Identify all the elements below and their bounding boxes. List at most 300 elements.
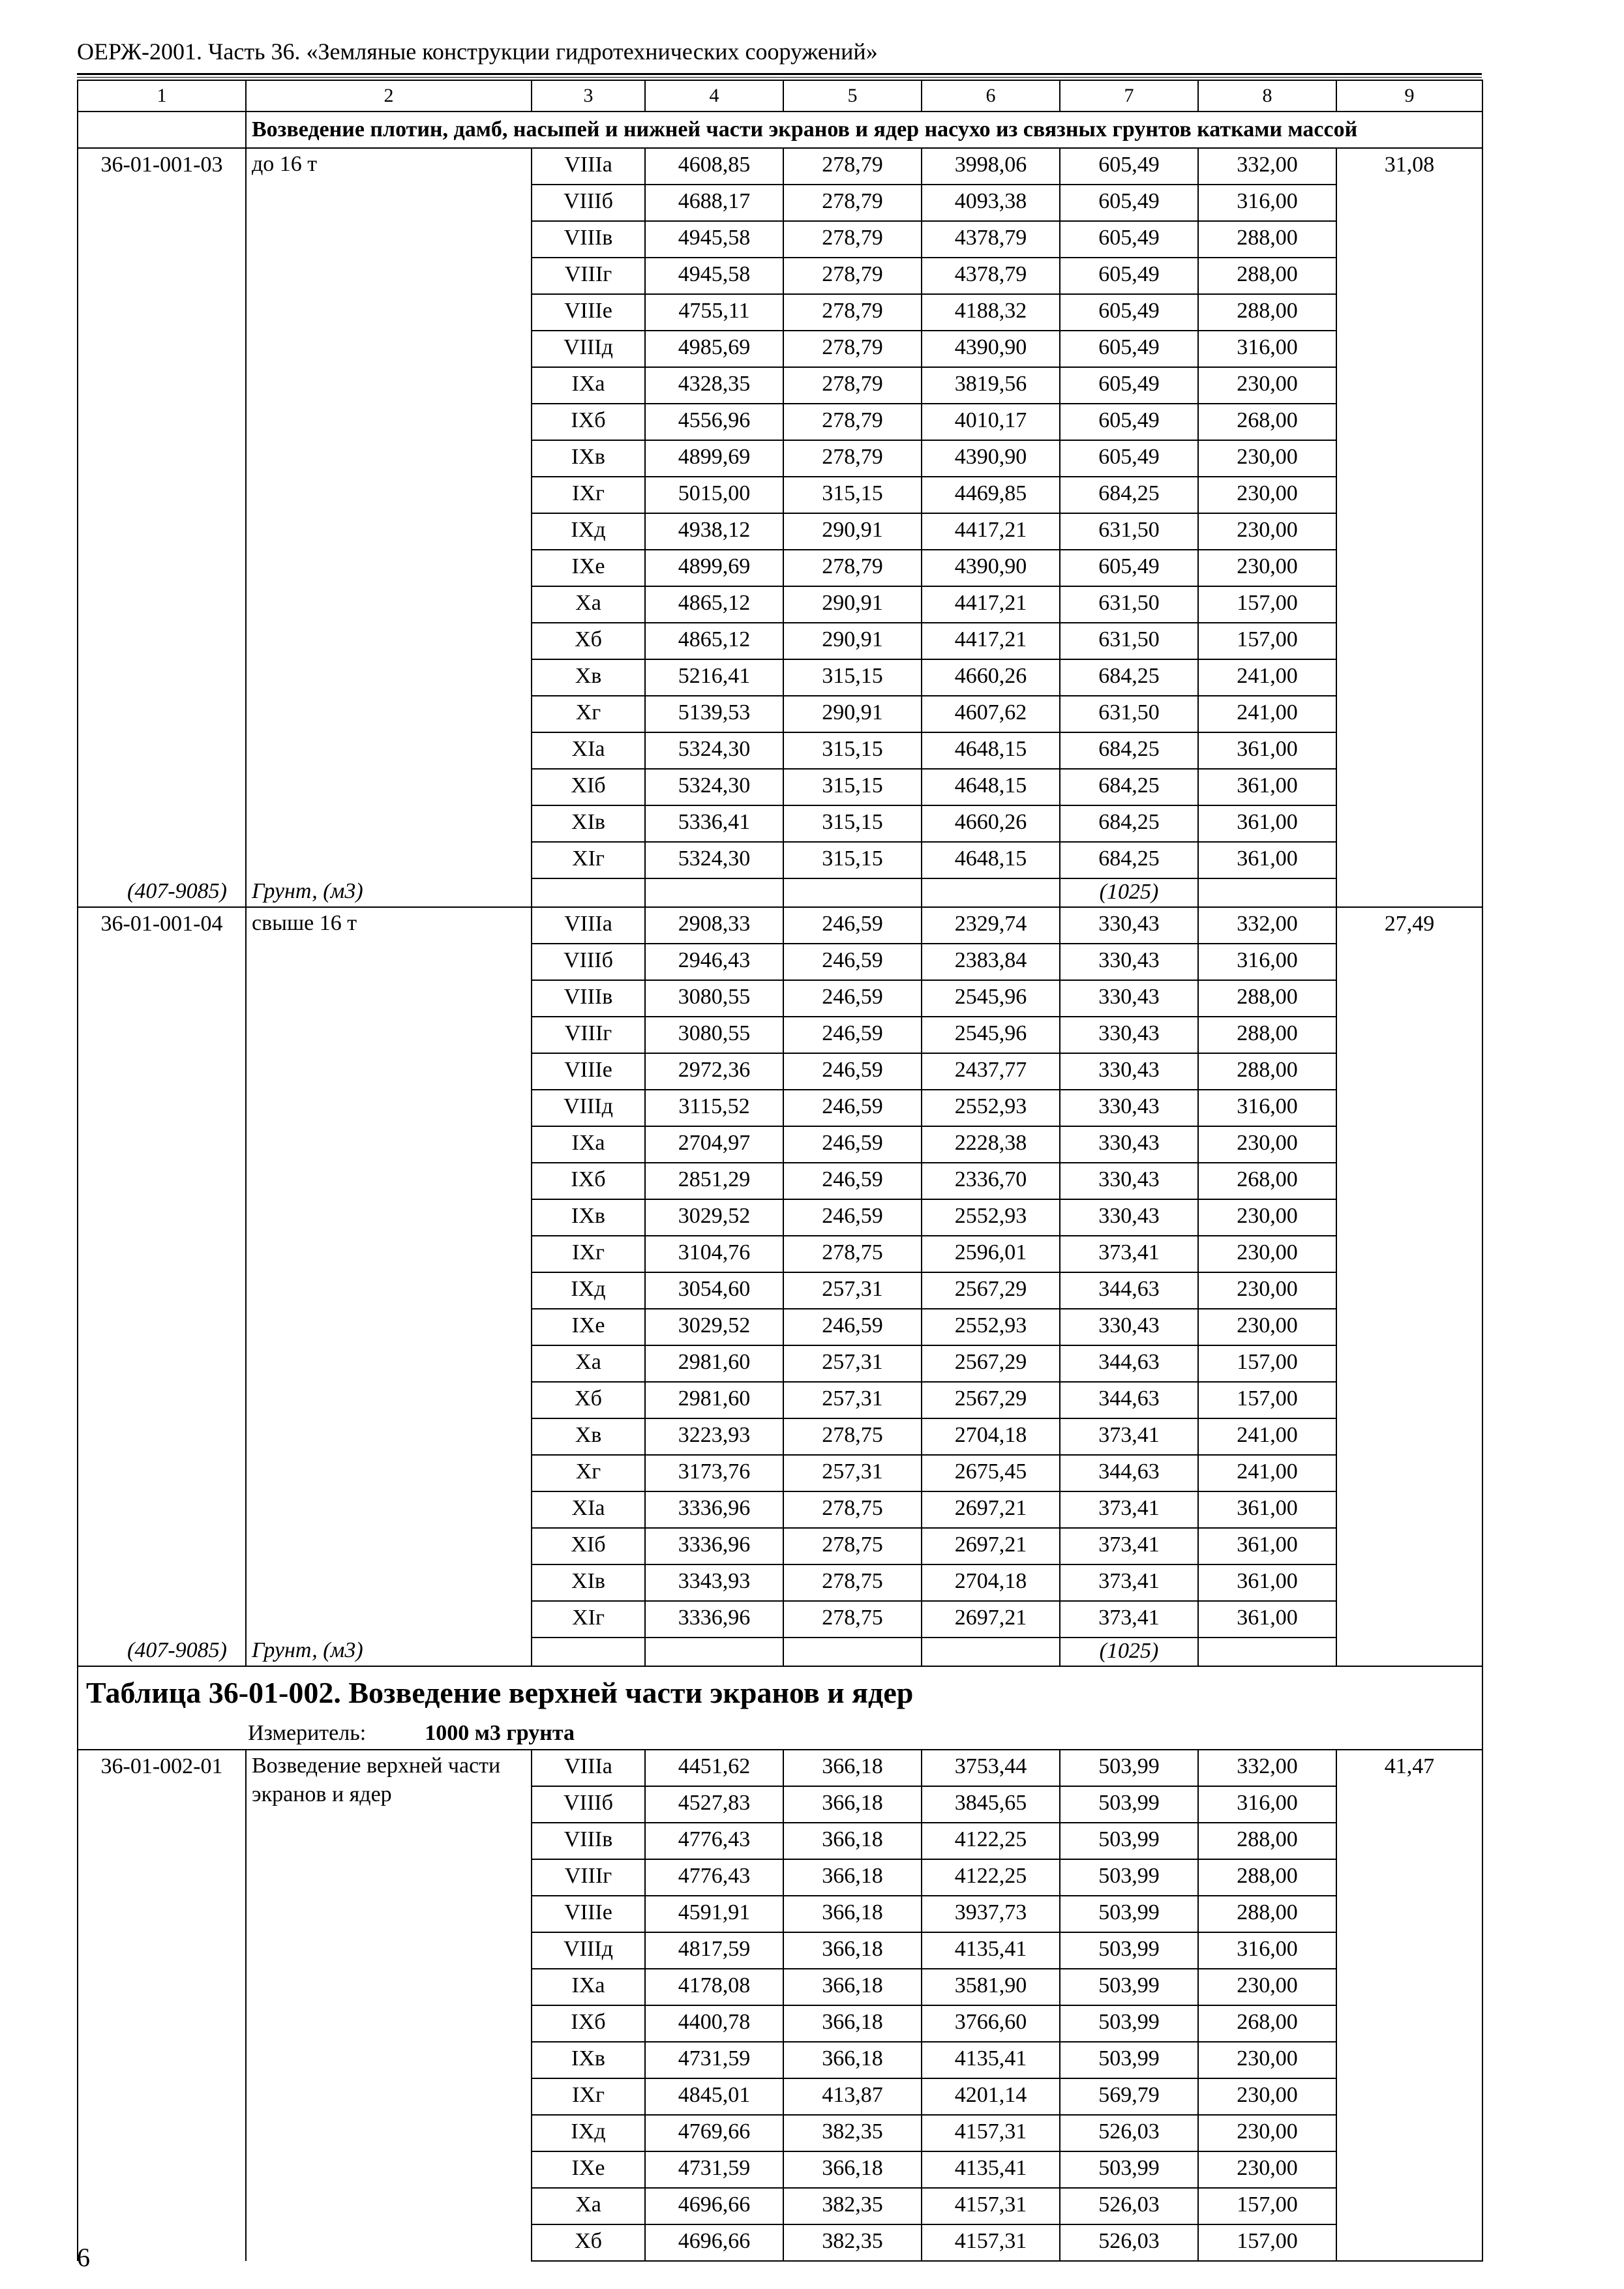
soil-group-cell: IXг [532, 2078, 645, 2115]
value-cell: 366,18 [783, 1786, 922, 1823]
value-cell: 631,50 [1060, 623, 1198, 659]
soil-group-cell: IXв [532, 2042, 645, 2078]
value-cell: 503,99 [1060, 2042, 1198, 2078]
value-cell: 316,00 [1198, 1932, 1336, 1969]
value-cell: 4865,12 [645, 623, 783, 659]
soil-group-cell: IXа [532, 367, 645, 404]
soil-group-cell: VIIIе [532, 294, 645, 331]
soil-group-cell: IXа [532, 1969, 645, 2005]
empty-cell [922, 878, 1060, 907]
rate-name: свыше 16 т [246, 907, 532, 1638]
value-cell: 4135,41 [922, 2042, 1060, 2078]
soil-group-cell: VIIIе [532, 1053, 645, 1090]
soil-group-cell: Xв [532, 1418, 645, 1455]
value-cell: 2437,77 [922, 1053, 1060, 1090]
value-cell: 230,00 [1198, 2115, 1336, 2151]
value-cell: 230,00 [1198, 440, 1336, 477]
section-title-row [78, 112, 1482, 148]
value-cell: 330,43 [1060, 1309, 1198, 1345]
ingredient-code: (407-9085) [78, 878, 246, 907]
value-cell: 503,99 [1060, 1859, 1198, 1896]
value-cell: 361,00 [1198, 842, 1336, 878]
value-cell: 373,41 [1060, 1418, 1198, 1455]
value-cell: 241,00 [1198, 696, 1336, 732]
soil-group-cell: VIIIг [532, 1859, 645, 1896]
value-cell: 5139,53 [645, 696, 783, 732]
value-cell: 230,00 [1198, 1309, 1336, 1345]
soil-group-cell: XIа [532, 732, 645, 769]
value-cell: 684,25 [1060, 805, 1198, 842]
column-number: 9 [1336, 80, 1482, 112]
value-cell: 4135,41 [922, 2151, 1060, 2188]
value-cell: 3173,76 [645, 1455, 783, 1491]
value-cell: 366,18 [783, 1823, 922, 1859]
value-cell: 4865,12 [645, 586, 783, 623]
value-cell: 4660,26 [922, 805, 1060, 842]
soil-group-cell: Xг [532, 1455, 645, 1491]
value-cell: 4188,32 [922, 294, 1060, 331]
soil-group-cell: VIIIа [532, 1750, 645, 1786]
empty-cell [783, 1638, 922, 1666]
rates-table [77, 80, 1483, 2262]
value-cell: 290,91 [783, 696, 922, 732]
value-cell: 2972,36 [645, 1053, 783, 1090]
soil-group-cell: IXд [532, 1272, 645, 1309]
ingredient-code: (407-9085) [78, 1638, 246, 1666]
measure-row [78, 1718, 1482, 1750]
value-cell: 503,99 [1060, 2151, 1198, 2188]
column-number: 5 [783, 80, 922, 112]
value-cell: 330,43 [1060, 1053, 1198, 1090]
value-cell: 4122,25 [922, 1823, 1060, 1859]
value-cell: 2329,74 [922, 907, 1060, 944]
table-title: Таблица 36-01-002. Возведение верхней части экранов и ядер [78, 1666, 1482, 1718]
value-cell: 2675,45 [922, 1455, 1060, 1491]
value-cell: 361,00 [1198, 805, 1336, 842]
value-cell: 4417,21 [922, 586, 1060, 623]
column-number: 4 [645, 80, 783, 112]
value-cell: 230,00 [1198, 2151, 1336, 2188]
soil-group-cell: IXг [532, 1236, 645, 1272]
value-cell: 4178,08 [645, 1969, 783, 2005]
value-cell: 382,35 [783, 2224, 922, 2261]
value-cell: 4201,14 [922, 2078, 1060, 2115]
value-cell: 278,79 [783, 258, 922, 294]
value-cell: 278,75 [783, 1491, 922, 1528]
value-cell: 2567,29 [922, 1272, 1060, 1309]
value-cell: 4417,21 [922, 513, 1060, 550]
soil-group-cell: IXг [532, 477, 645, 513]
value-cell: 316,00 [1198, 331, 1336, 367]
value-cell: 4390,90 [922, 440, 1060, 477]
value-cell: 3223,93 [645, 1418, 783, 1455]
value-cell: 4451,62 [645, 1750, 783, 1786]
value-cell: 684,25 [1060, 659, 1198, 696]
value-cell: 2697,21 [922, 1491, 1060, 1528]
soil-group-cell: IXд [532, 513, 645, 550]
measure-label: Измеритель: [248, 1721, 367, 1745]
value-cell: 526,03 [1060, 2188, 1198, 2224]
value-cell: 288,00 [1198, 258, 1336, 294]
value-cell: 315,15 [783, 842, 922, 878]
value-cell: 288,00 [1198, 1053, 1336, 1090]
value-cell: 3581,90 [922, 1969, 1060, 2005]
value-cell: 605,49 [1060, 185, 1198, 221]
value-cell: 605,49 [1060, 221, 1198, 258]
value-cell: 373,41 [1060, 1491, 1198, 1528]
value-cell: 330,43 [1060, 1126, 1198, 1163]
value-cell: 278,79 [783, 148, 922, 185]
value-cell: 290,91 [783, 513, 922, 550]
value-cell: 230,00 [1198, 550, 1336, 586]
value-cell: 330,43 [1060, 1199, 1198, 1236]
column-number: 6 [922, 80, 1060, 112]
rate-code: 36-01-001-03 [78, 148, 246, 878]
soil-group-cell: XIг [532, 1601, 645, 1638]
table-title-row [78, 1666, 1482, 1718]
value-cell: 605,49 [1060, 440, 1198, 477]
ingredient-row [78, 1638, 1482, 1666]
value-cell: 230,00 [1198, 1272, 1336, 1309]
soil-group-cell: VIIIг [532, 258, 645, 294]
soil-group-cell: Xа [532, 2188, 645, 2224]
value-cell: 4776,43 [645, 1859, 783, 1896]
value-cell: 332,00 [1198, 1750, 1336, 1786]
value-cell: 2383,84 [922, 944, 1060, 980]
value-cell: 288,00 [1198, 980, 1336, 1017]
value-cell: 2336,70 [922, 1163, 1060, 1199]
value-cell: 246,59 [783, 1309, 922, 1345]
value-cell: 330,43 [1060, 1017, 1198, 1053]
value-cell: 631,50 [1060, 696, 1198, 732]
soil-group-cell: VIIIб [532, 1786, 645, 1823]
ingredient-name: Грунт, (м3) [246, 1638, 532, 1666]
value-cell: 684,25 [1060, 477, 1198, 513]
soil-group-cell: VIIIв [532, 980, 645, 1017]
ingredient-name: Грунт, (м3) [246, 878, 532, 907]
ingredient-quantity: (1025) [1060, 1638, 1198, 1666]
empty-cell [532, 878, 645, 907]
value-cell: 230,00 [1198, 2078, 1336, 2115]
value-cell: 3054,60 [645, 1272, 783, 1309]
section-title: Возведение плотин, дамб, насыпей и нижней части экранов и ядер насухо из связных грунтов катками массой [246, 112, 1482, 148]
value-cell: 315,15 [783, 769, 922, 805]
value-cell: 3766,60 [922, 2005, 1060, 2042]
value-cell: 230,00 [1198, 513, 1336, 550]
soil-group-cell: IXе [532, 1309, 645, 1345]
value-cell: 157,00 [1198, 1345, 1336, 1382]
labor-cost: 31,08 [1336, 148, 1482, 907]
value-cell: 503,99 [1060, 2005, 1198, 2042]
value-cell: 4776,43 [645, 1823, 783, 1859]
section-blank-cell [78, 112, 246, 148]
measure-cell [78, 1718, 1482, 1750]
value-cell: 278,79 [783, 404, 922, 440]
value-cell: 241,00 [1198, 659, 1336, 696]
value-cell: 157,00 [1198, 623, 1336, 659]
value-cell: 4696,66 [645, 2188, 783, 2224]
value-cell: 246,59 [783, 1053, 922, 1090]
value-cell: 3998,06 [922, 148, 1060, 185]
value-cell: 157,00 [1198, 2224, 1336, 2261]
value-cell: 361,00 [1198, 1528, 1336, 1564]
value-cell: 373,41 [1060, 1601, 1198, 1638]
soil-group-cell: VIIIб [532, 185, 645, 221]
rate-code: 36-01-002-01 [78, 1750, 246, 2261]
value-cell: 366,18 [783, 1932, 922, 1969]
value-cell: 413,87 [783, 2078, 922, 2115]
value-cell: 4938,12 [645, 513, 783, 550]
value-cell: 3819,56 [922, 367, 1060, 404]
value-cell: 4817,59 [645, 1932, 783, 1969]
ingredient-row [78, 878, 1482, 907]
value-cell: 3080,55 [645, 980, 783, 1017]
value-cell: 4696,66 [645, 2224, 783, 2261]
column-number: 3 [532, 80, 645, 112]
rate-name: Возведение верхней части экранов и ядер [246, 1750, 532, 2261]
soil-group-cell: IXб [532, 404, 645, 440]
soil-group-cell: VIIIа [532, 907, 645, 944]
value-cell: 4769,66 [645, 2115, 783, 2151]
value-cell: 684,25 [1060, 842, 1198, 878]
value-cell: 2545,96 [922, 1017, 1060, 1053]
value-cell: 246,59 [783, 1163, 922, 1199]
value-cell: 4400,78 [645, 2005, 783, 2042]
value-cell: 257,31 [783, 1382, 922, 1418]
value-cell: 316,00 [1198, 185, 1336, 221]
value-cell: 526,03 [1060, 2115, 1198, 2151]
soil-group-cell: XIг [532, 842, 645, 878]
value-cell: 4731,59 [645, 2042, 783, 2078]
value-cell: 2981,60 [645, 1345, 783, 1382]
value-cell: 4648,15 [922, 842, 1060, 878]
value-cell: 290,91 [783, 623, 922, 659]
soil-group-cell: VIIIа [532, 148, 645, 185]
value-cell: 2704,18 [922, 1564, 1060, 1601]
soil-group-cell: XIа [532, 1491, 645, 1528]
soil-group-cell: IXа [532, 1126, 645, 1163]
value-cell: 4157,31 [922, 2115, 1060, 2151]
value-cell: 605,49 [1060, 550, 1198, 586]
soil-group-cell: IXб [532, 1163, 645, 1199]
value-cell: 5216,41 [645, 659, 783, 696]
value-cell: 315,15 [783, 477, 922, 513]
empty-cell [645, 878, 783, 907]
soil-group-cell: Xв [532, 659, 645, 696]
value-cell: 503,99 [1060, 1750, 1198, 1786]
value-cell: 268,00 [1198, 2005, 1336, 2042]
value-cell: 268,00 [1198, 404, 1336, 440]
value-cell: 503,99 [1060, 1896, 1198, 1932]
soil-group-cell: VIIIв [532, 1823, 645, 1859]
table-row [78, 1750, 1482, 1786]
value-cell: 246,59 [783, 1017, 922, 1053]
value-cell: 366,18 [783, 1896, 922, 1932]
measure-value: 1000 м3 грунта [425, 1721, 575, 1745]
value-cell: 605,49 [1060, 258, 1198, 294]
value-cell: 316,00 [1198, 1090, 1336, 1126]
soil-group-cell: VIIIв [532, 221, 645, 258]
soil-group-cell: Xа [532, 586, 645, 623]
value-cell: 4093,38 [922, 185, 1060, 221]
value-cell: 366,18 [783, 1750, 922, 1786]
value-cell: 246,59 [783, 1090, 922, 1126]
value-cell: 4378,79 [922, 221, 1060, 258]
value-cell: 5015,00 [645, 477, 783, 513]
soil-group-cell: VIIIд [532, 1932, 645, 1969]
value-cell: 4648,15 [922, 769, 1060, 805]
value-cell: 361,00 [1198, 1491, 1336, 1528]
value-cell: 278,75 [783, 1528, 922, 1564]
value-cell: 330,43 [1060, 944, 1198, 980]
value-cell: 246,59 [783, 944, 922, 980]
value-cell: 3343,93 [645, 1564, 783, 1601]
value-cell: 3937,73 [922, 1896, 1060, 1932]
value-cell: 366,18 [783, 2151, 922, 2188]
value-cell: 278,79 [783, 331, 922, 367]
value-cell: 4390,90 [922, 550, 1060, 586]
value-cell: 288,00 [1198, 1823, 1336, 1859]
value-cell: 230,00 [1198, 1236, 1336, 1272]
value-cell: 230,00 [1198, 1199, 1336, 1236]
value-cell: 278,79 [783, 550, 922, 586]
value-cell: 4417,21 [922, 623, 1060, 659]
value-cell: 5336,41 [645, 805, 783, 842]
soil-group-cell: XIб [532, 1528, 645, 1564]
value-cell: 4527,83 [645, 1786, 783, 1823]
value-cell: 605,49 [1060, 367, 1198, 404]
soil-group-cell: Xа [532, 1345, 645, 1382]
value-cell: 330,43 [1060, 1163, 1198, 1199]
value-cell: 288,00 [1198, 294, 1336, 331]
value-cell: 3336,96 [645, 1601, 783, 1638]
header-rule [77, 73, 1482, 75]
column-number-row [78, 80, 1482, 112]
ingredient-quantity: (1025) [1060, 878, 1198, 907]
value-cell: 246,59 [783, 980, 922, 1017]
value-cell: 157,00 [1198, 586, 1336, 623]
value-cell: 2704,18 [922, 1418, 1060, 1455]
value-cell: 230,00 [1198, 367, 1336, 404]
value-cell: 330,43 [1060, 980, 1198, 1017]
table-row [78, 148, 1482, 185]
value-cell: 2981,60 [645, 1382, 783, 1418]
value-cell: 246,59 [783, 907, 922, 944]
value-cell: 4122,25 [922, 1859, 1060, 1896]
column-number: 2 [246, 80, 532, 112]
value-cell: 4688,17 [645, 185, 783, 221]
soil-group-cell: VIIIг [532, 1017, 645, 1053]
value-cell: 4945,58 [645, 221, 783, 258]
value-cell: 344,63 [1060, 1272, 1198, 1309]
value-cell: 278,75 [783, 1601, 922, 1638]
value-cell: 2697,21 [922, 1601, 1060, 1638]
value-cell: 3753,44 [922, 1750, 1060, 1786]
value-cell: 361,00 [1198, 1564, 1336, 1601]
value-cell: 631,50 [1060, 513, 1198, 550]
value-cell: 288,00 [1198, 1896, 1336, 1932]
value-cell: 373,41 [1060, 1236, 1198, 1272]
value-cell: 230,00 [1198, 1126, 1336, 1163]
empty-cell [783, 878, 922, 907]
value-cell: 361,00 [1198, 732, 1336, 769]
value-cell: 4556,96 [645, 404, 783, 440]
value-cell: 503,99 [1060, 1823, 1198, 1859]
value-cell: 278,79 [783, 185, 922, 221]
value-cell: 230,00 [1198, 477, 1336, 513]
value-cell: 344,63 [1060, 1345, 1198, 1382]
value-cell: 3115,52 [645, 1090, 783, 1126]
value-cell: 316,00 [1198, 1786, 1336, 1823]
value-cell: 4945,58 [645, 258, 783, 294]
value-cell: 246,59 [783, 1126, 922, 1163]
value-cell: 503,99 [1060, 1932, 1198, 1969]
value-cell: 366,18 [783, 2042, 922, 2078]
value-cell: 4157,31 [922, 2188, 1060, 2224]
value-cell: 361,00 [1198, 769, 1336, 805]
value-cell: 2908,33 [645, 907, 783, 944]
soil-group-cell: Xг [532, 696, 645, 732]
value-cell: 2567,29 [922, 1382, 1060, 1418]
value-cell: 503,99 [1060, 1786, 1198, 1823]
soil-group-cell: IXв [532, 440, 645, 477]
value-cell: 2946,43 [645, 944, 783, 980]
value-cell: 315,15 [783, 659, 922, 696]
value-cell: 373,41 [1060, 1528, 1198, 1564]
value-cell: 257,31 [783, 1272, 922, 1309]
value-cell: 278,75 [783, 1236, 922, 1272]
value-cell: 2567,29 [922, 1345, 1060, 1382]
soil-group-cell: Xб [532, 623, 645, 659]
value-cell: 257,31 [783, 1345, 922, 1382]
value-cell: 4469,85 [922, 477, 1060, 513]
value-cell: 2704,97 [645, 1126, 783, 1163]
soil-group-cell: XIв [532, 805, 645, 842]
column-number: 7 [1060, 80, 1198, 112]
value-cell: 366,18 [783, 1969, 922, 2005]
value-cell: 366,18 [783, 1859, 922, 1896]
value-cell: 684,25 [1060, 732, 1198, 769]
running-header: ОЕРЖ-2001. Часть 36. «Земляные конструкции гидротехнических сооружений» [77, 38, 878, 65]
value-cell: 315,15 [783, 732, 922, 769]
value-cell: 246,59 [783, 1199, 922, 1236]
value-cell: 2552,93 [922, 1199, 1060, 1236]
soil-group-cell: VIIIд [532, 331, 645, 367]
value-cell: 3336,96 [645, 1528, 783, 1564]
value-cell: 4660,26 [922, 659, 1060, 696]
rate-name: до 16 т [246, 148, 532, 878]
empty-cell [532, 1638, 645, 1666]
value-cell: 2697,21 [922, 1528, 1060, 1564]
value-cell: 344,63 [1060, 1382, 1198, 1418]
value-cell: 3029,52 [645, 1309, 783, 1345]
soil-group-cell: VIIIд [532, 1090, 645, 1126]
value-cell: 288,00 [1198, 1859, 1336, 1896]
value-cell: 3104,76 [645, 1236, 783, 1272]
value-cell: 230,00 [1198, 2042, 1336, 2078]
value-cell: 330,43 [1060, 907, 1198, 944]
value-cell: 605,49 [1060, 294, 1198, 331]
value-cell: 2851,29 [645, 1163, 783, 1199]
value-cell: 4135,41 [922, 1932, 1060, 1969]
value-cell: 316,00 [1198, 944, 1336, 980]
value-cell: 605,49 [1060, 404, 1198, 440]
soil-group-cell: VIIIе [532, 1896, 645, 1932]
value-cell: 268,00 [1198, 1163, 1336, 1199]
value-cell: 4899,69 [645, 550, 783, 586]
value-cell: 241,00 [1198, 1418, 1336, 1455]
soil-group-cell: IXб [532, 2005, 645, 2042]
